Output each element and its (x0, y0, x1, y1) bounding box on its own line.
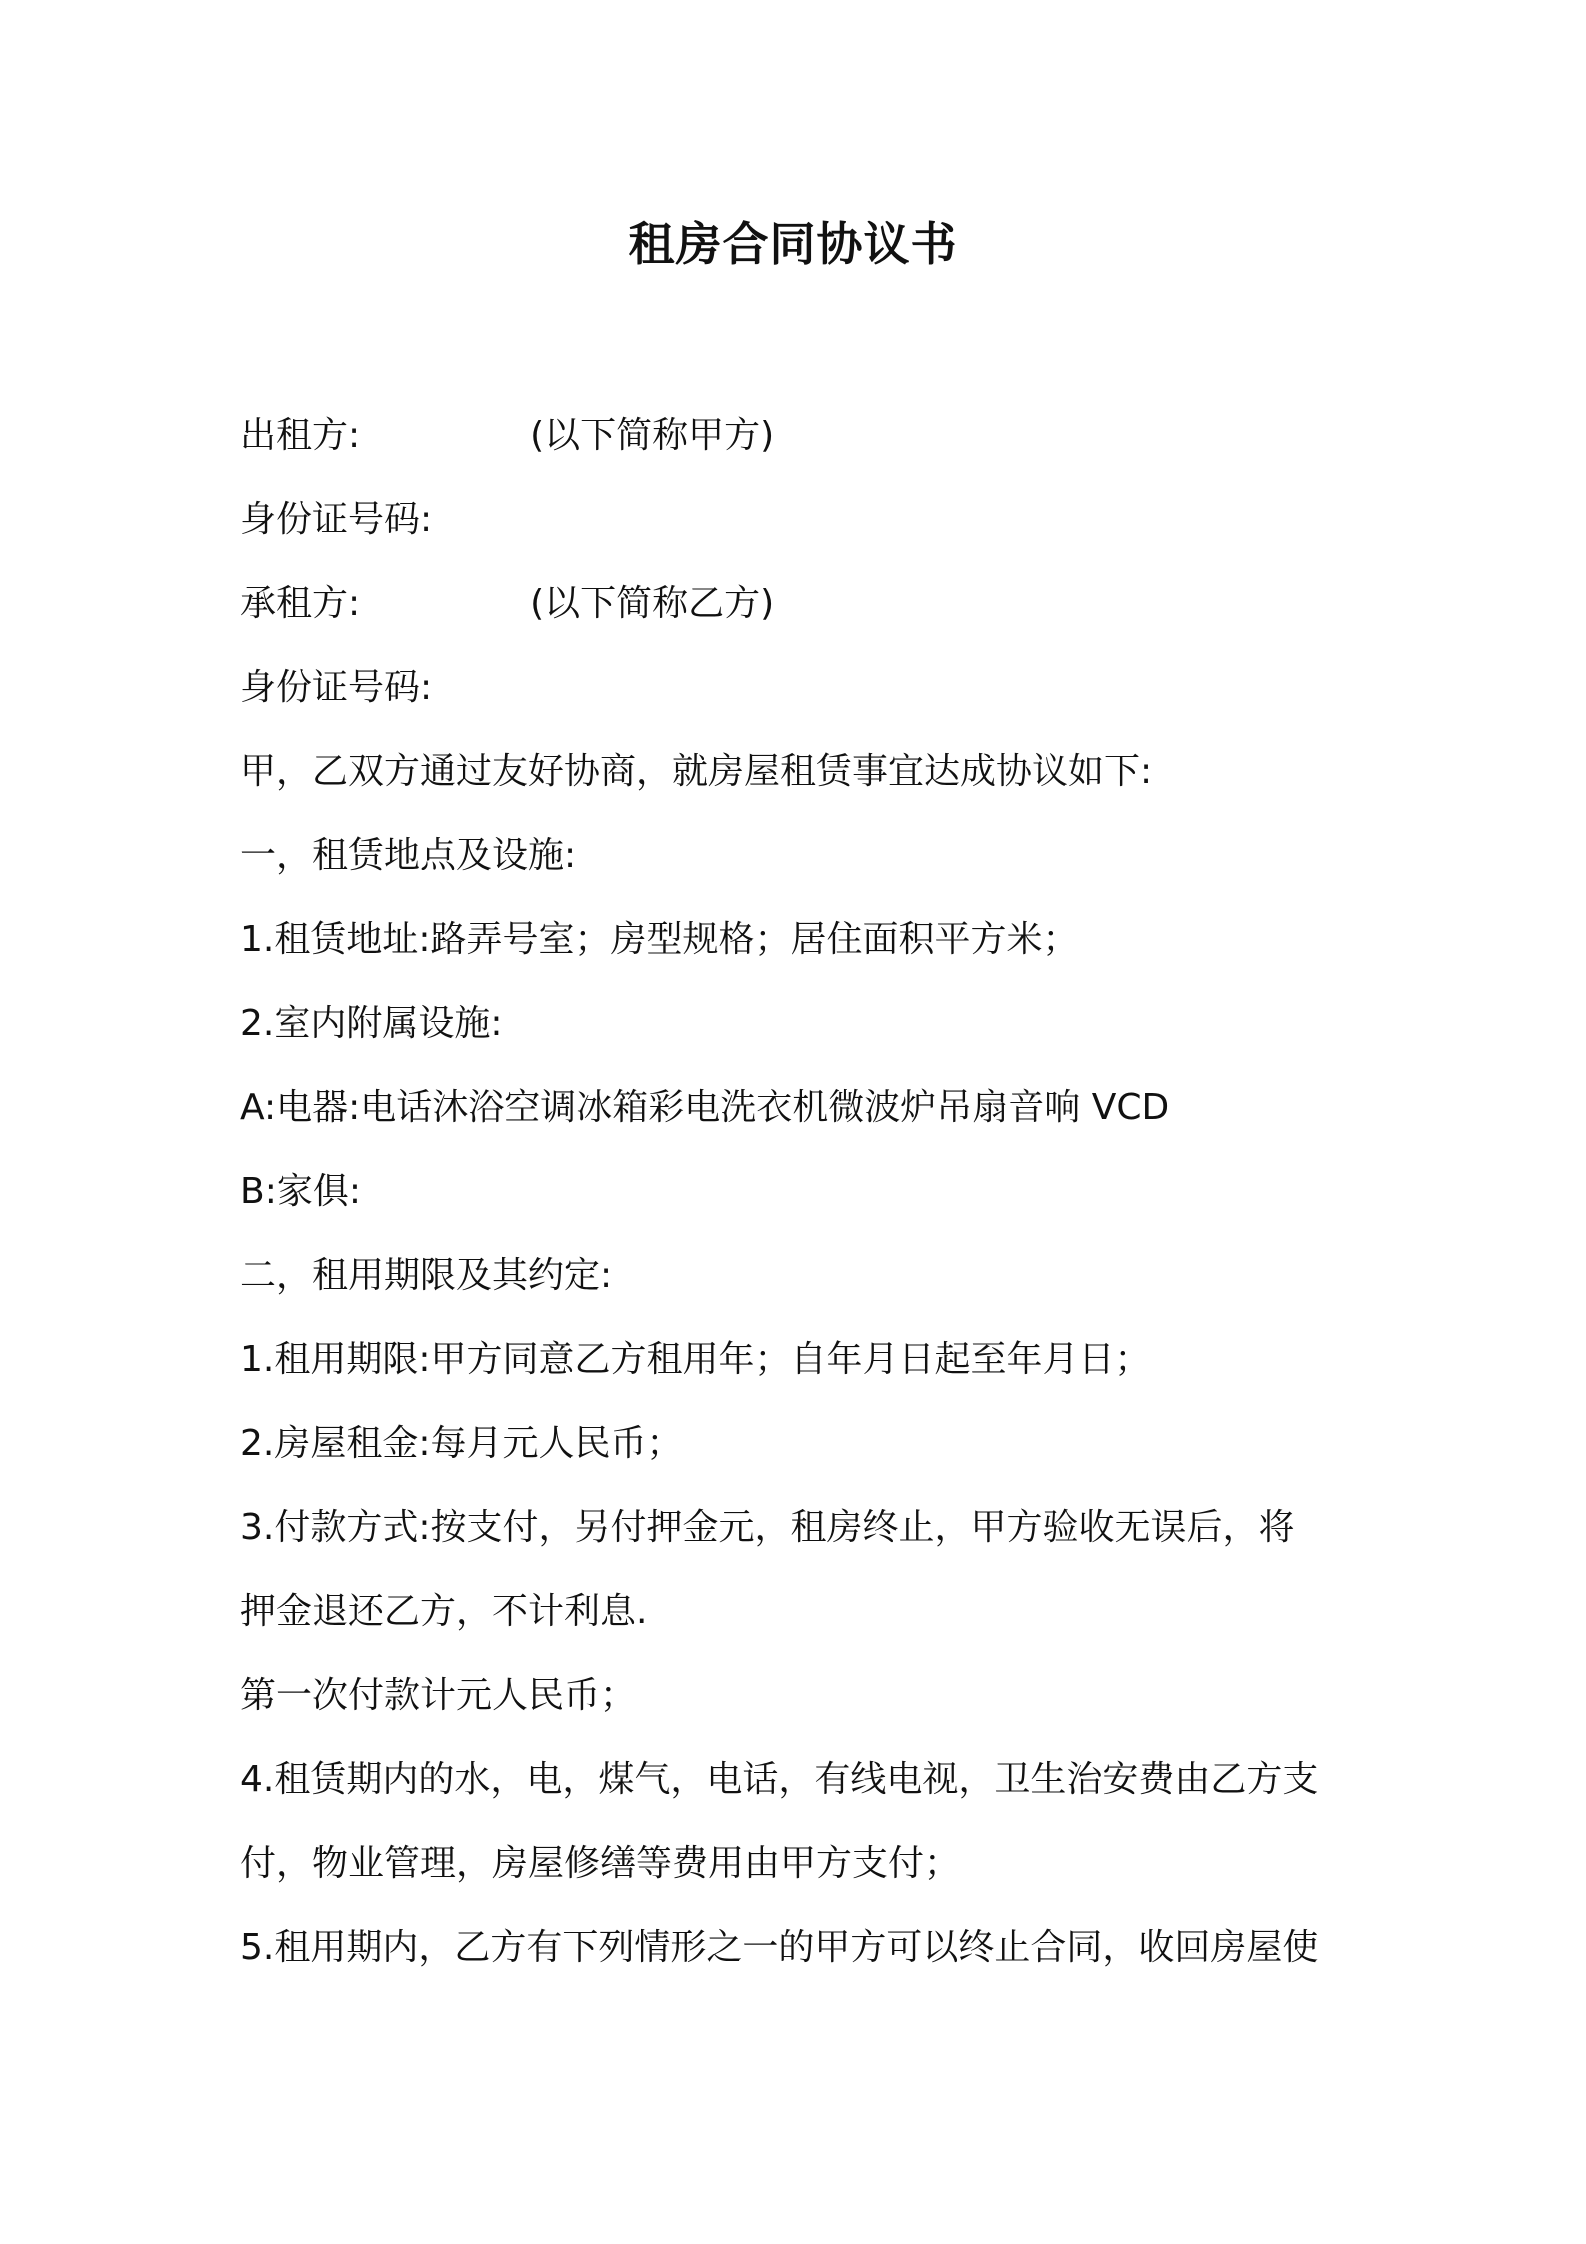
section-2-item-4-line-2: 付，物业管理，房屋修缮等费用由甲方支付； (240, 1843, 961, 1884)
lessor-id-line: 身份证号码: (240, 499, 433, 540)
section-2-item-3-line-1: 3.付款方式:按支付，另付押金元，租房终止，甲方验收无误后，将 (240, 1507, 1295, 1548)
section-2-heading: 二，租用期限及其约定: (240, 1255, 613, 1296)
lessee-line (240, 574, 1360, 658)
lessee-note: (以下简称乙方) (530, 583, 775, 624)
section-2-item-2: 2.房屋租金:每月元人民币； (240, 1423, 683, 1464)
lessor-line (240, 406, 1360, 490)
section-1-item-2-b: B:家俱: (240, 1171, 361, 1212)
lessee-id-line: 身份证号码: (240, 667, 433, 708)
section-1-item-2: 2.室内附属设施: (240, 1003, 503, 1044)
section-2-item-1: 1.租用期限:甲方同意乙方租用年；自年月日起至年月日； (240, 1339, 1151, 1380)
intro-paragraph: 甲，乙双方通过友好协商，就房屋租赁事宜达成协议如下: (240, 751, 1153, 792)
document-body (240, 406, 1360, 2002)
section-2-item-4-line-1: 4.租赁期内的水，电，煤气，电话，有线电视，卫生治安费由乙方支 (240, 1759, 1319, 1800)
section-2-item-5-line-1: 5.租用期内，乙方有下列情形之一的甲方可以终止合同，收回房屋使 (240, 1927, 1319, 1968)
document-title: 租房合同协议书 (628, 217, 958, 271)
section-2-first-payment: 第一次付款计元人民币； (240, 1675, 637, 1716)
lessee-label: 承租方: (240, 583, 361, 624)
section-1-heading: 一，租赁地点及设施: (240, 835, 577, 876)
lessor-label: 出租方: (240, 415, 361, 456)
lessor-note: (以下简称甲方) (530, 415, 775, 456)
section-1-item-1: 1.租赁地址:路弄号室；房型规格；居住面积平方米； (240, 919, 1079, 960)
section-2-item-3-line-2: 押金退还乙方，不计利息. (240, 1591, 648, 1632)
section-1-item-2-a: A:电器:电话沐浴空调冰箱彩电洗衣机微波炉吊扇音响 VCD (240, 1087, 1170, 1128)
